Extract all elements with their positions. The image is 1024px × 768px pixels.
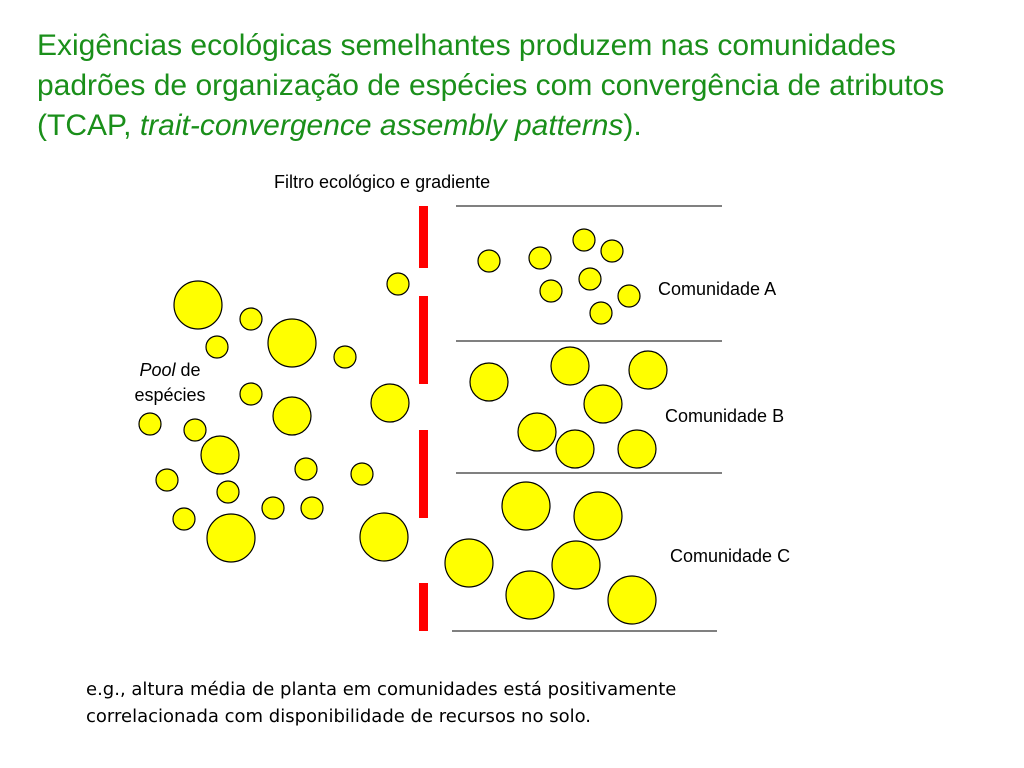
species-circle [470,363,508,401]
species-circle [551,347,589,385]
species-circle [240,383,262,405]
species-circle [273,397,311,435]
species-circle [206,336,228,358]
species-circle [360,513,408,561]
community-b-species [470,347,667,468]
species-circle [573,229,595,251]
species-circle [139,413,161,435]
slide-title: Exigências ecológicas semelhantes produzem nas comunidades padrões de organização de espécies com convergência de atributos (TCAP, trait-convergence assembly patterns). [37,29,945,142]
species-circle [201,436,239,474]
species-circle [173,508,195,530]
species-circle [529,247,551,269]
filter-bar [419,430,428,518]
species-circle [540,280,562,302]
species-circle [301,497,323,519]
species-circle [579,268,601,290]
species-circle [590,302,612,324]
species-circle [478,250,500,272]
species-circle [608,576,656,624]
species-circle [584,385,622,423]
species-circle [506,571,554,619]
species-circle [240,308,262,330]
species-circle [262,497,284,519]
community-c-species [445,482,656,624]
caption-text: e.g., altura média de planta em comunidades está positivamente correlacionada com disponibilidade de recursos no solo. [86,679,677,727]
species-circle [618,430,656,468]
species-circle [601,240,623,262]
species-circle [518,413,556,451]
species-circle [387,273,409,295]
pool-label: Pool de espécies [134,360,206,405]
species-circle [556,430,594,468]
community-a-label: Comunidade A [658,279,777,299]
species-circle [217,481,239,503]
species-circle [334,346,356,368]
species-circle [618,285,640,307]
filter-label: Filtro ecológico e gradiente [274,172,491,192]
species-circle [629,351,667,389]
species-circle [156,469,178,491]
species-circle [552,541,600,589]
filter-bar [419,296,428,384]
filter-bar [419,206,428,268]
species-circle [445,539,493,587]
community-b-label: Comunidade B [665,406,785,426]
species-circle [268,319,316,367]
species-circle [295,458,317,480]
species-circle [502,482,550,530]
species-circle [184,419,206,441]
filter-bar [419,583,428,631]
species-circle [174,281,222,329]
species-pool [139,273,409,562]
species-circle [351,463,373,485]
community-a-species [478,229,640,324]
species-circle [207,514,255,562]
community-c-label: Comunidade C [670,546,791,566]
species-circle [574,492,622,540]
ecological-filter [419,206,428,631]
species-circle [371,384,409,422]
